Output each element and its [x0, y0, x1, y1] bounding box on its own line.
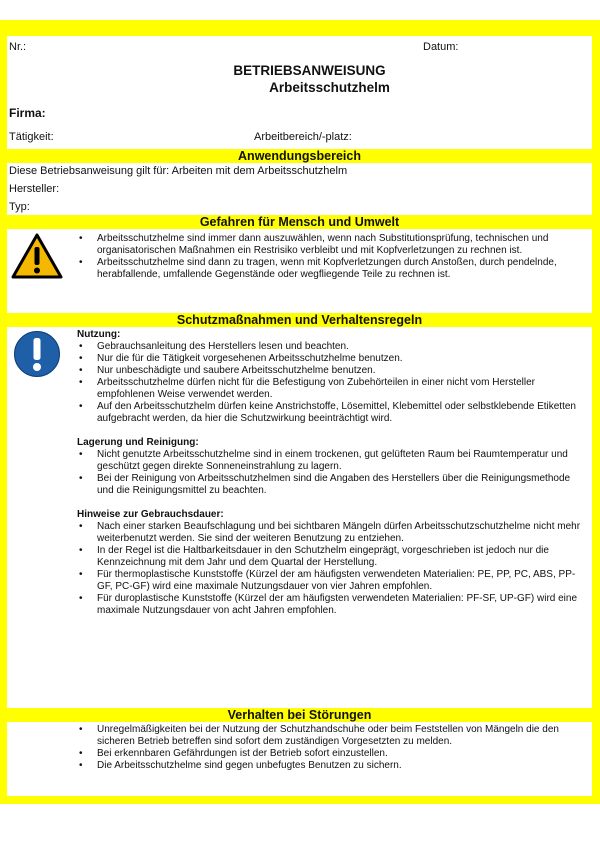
typ-label: Typ: — [9, 201, 30, 213]
section-header-anwendungsbereich: Anwendungsbereich — [7, 149, 592, 163]
list-item: • Nicht genutzte Arbeitsschutzhelme sind in einem trockenen, gut gelüfteten Raum bei Raumtemperatur und geschützt gegen direkte Sonneneinstrahlung zu lagern. — [77, 449, 587, 473]
nr-label: Nr.: — [9, 41, 27, 53]
arbeitsbereich-label: Arbeitbereich/-platz: — [254, 131, 352, 143]
list-item: • Unregelmäßigkeiten bei der Nutzung der Schutzhandschuhe oder beim Feststellen von Mängeln die den sicheren Betrieb betreffen sind sofort dem zuständigen Vorgesetzten zu melden. — [77, 724, 587, 748]
list-item: • Nur unbeschädigte und saubere Arbeitsschutzhelme benutzen. — [77, 365, 587, 377]
list-item: • Arbeitsschutzhelme dürfen nicht für die Befestigung von Zubehörteilen in einer nicht vom Hersteller empfohlenen Weise verwendet werden. — [77, 377, 587, 401]
list-item: • In der Regel ist die Haltbarkeitsdauer in den Schutzhelm eingeprägt, vorgeschrieben ist jedoch nur die Kennzeichnung mit dem Jahr und dem Quartal der Herstellung. — [77, 545, 587, 569]
mandatory-info-icon — [13, 330, 61, 378]
taetigkeit-label: Tätigkeit: — [9, 131, 54, 143]
warning-triangle-icon — [11, 232, 63, 280]
list-item: • Nur die für die Tätigkeit vorgesehenen Arbeitsschutzhelme benutzen. — [77, 353, 587, 365]
list-item: • Nach einer starken Beaufschlagung und bei sichtbaren Mängeln dürfen Arbeitsschutzschutzhelme nicht mehr weiterbenutzt werden. Sie sind der weiteren Benutzung zu entziehen. — [77, 521, 587, 545]
schutz-content — [77, 329, 587, 617]
nutzung-title: Nutzung: — [77, 329, 121, 340]
section-header-schutzmassnahmen: Schutzmaßnahmen und Verhaltensregeln — [7, 313, 592, 327]
list-item: • Für thermoplastische Kunststoffe (Kürzel der am häufigsten verwendeten Materialien: PE, PP, PC, ABS, PP-GF, PC-GF) wird eine maximale Nutzungsdauer von vier Jahren empfohlen. — [77, 569, 587, 593]
section-header-stoerungen: Verhalten bei Störungen — [7, 708, 592, 722]
datum-label: Datum: — [423, 41, 459, 53]
section-header-gefahren: Gefahren für Mensch und Umwelt — [7, 215, 592, 229]
list-item: • Arbeitsschutzhelme sind immer dann auszuwählen, wenn nach Substitutionsprüfung, technischen und organisatorischen Maßnahmen ein Restrisiko verbleibt und mit Kopfverletzungen zu rechnen ist. — [77, 233, 587, 257]
document-sheet — [7, 36, 592, 796]
list-item: • Arbeitsschutzhelme sind dann zu tragen, wenn mit Kopfverletzungen durch Anstoßen, durch pendelnde, herabfallende, umfallende Gegenstände oder wegfliegende Teile zu rechnen ist. — [77, 257, 587, 281]
hinweise-title: Hinweise zur Gebrauchsdauer: — [77, 509, 224, 520]
list-item: • Auf den Arbeitsschutzhelm dürfen keine Anstrichstoffe, Lösemittel, Klebemittel oder selbstklebende Etiketten aufgebracht werden, da hier die Schutzwirkung beeinträchtigt wird. — [77, 401, 587, 425]
stoerungen-content — [77, 724, 587, 772]
list-item: • Bei erkennbaren Gefährdungen ist der Betrieb sofort einzustellen. — [77, 748, 587, 760]
gefahren-content — [77, 233, 587, 281]
anwendung-line: Diese Betriebsanweisung gilt für: Arbeiten mit dem Arbeitsschutzhelm — [9, 165, 348, 177]
list-item: • Gebrauchsanleitung des Herstellers lesen und beachten. — [77, 341, 587, 353]
document-subtitle: Arbeitsschutzhelm — [269, 80, 390, 95]
list-item: • Bei der Reinigung von Arbeitsschutzhelmen sind die Angaben des Herstellers über die Reinigungsmethode und die Reinigungsmittel zu beachten. — [77, 473, 587, 497]
yellow-frame — [0, 20, 600, 804]
document-title: BETRIEBSANWEISUNG — [233, 63, 386, 78]
list-item: • Für duroplastische Kunststoffe (Kürzel der am häufigsten verwendeten Materialien: PF-SF, UP-GF) wird eine maximale Nutzungsdauer von acht Jahren empfohlen. — [77, 593, 587, 617]
hersteller-label: Hersteller: — [9, 183, 60, 195]
lagerung-title: Lagerung und Reinigung: — [77, 437, 199, 448]
firma-label: Firma: — [9, 106, 46, 120]
list-item: • Die Arbeitsschutzhelme sind gegen unbefugtes Benutzen zu sichern. — [77, 760, 587, 772]
